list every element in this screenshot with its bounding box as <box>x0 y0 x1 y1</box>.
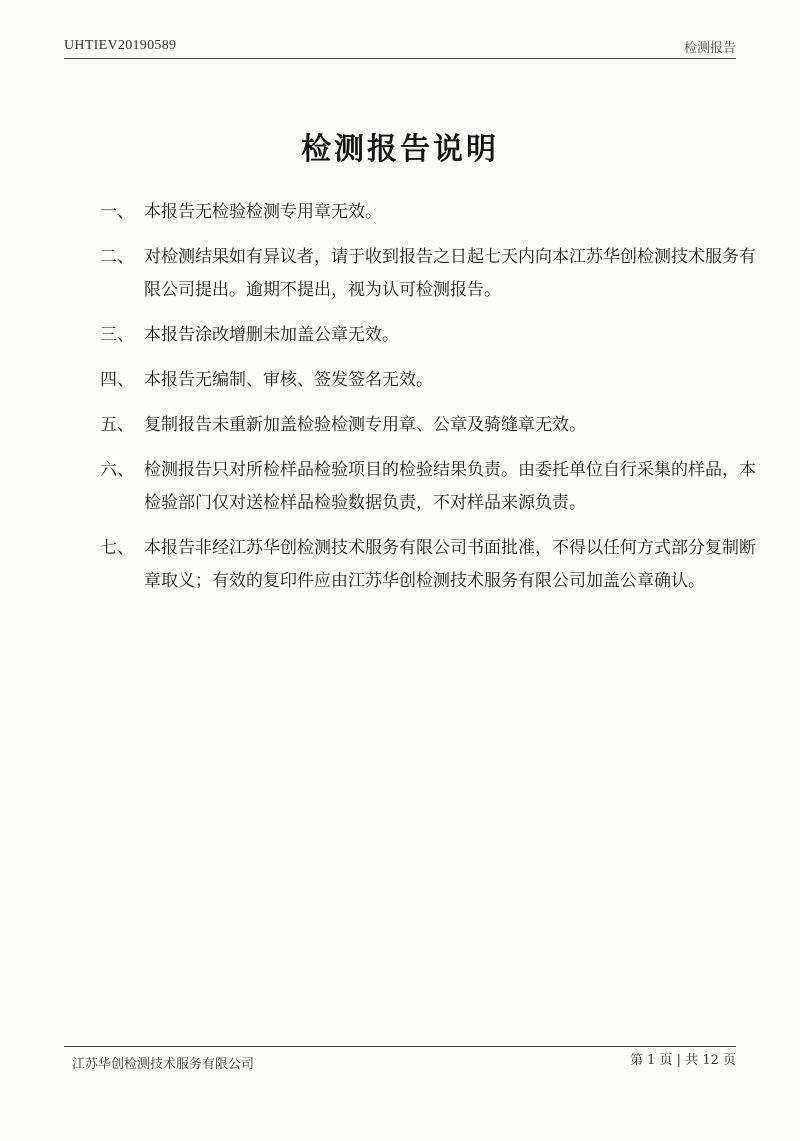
note-number: 二、 <box>100 247 134 267</box>
note-number: 六、 <box>100 460 134 480</box>
note-item <box>100 454 760 520</box>
note-number: 七、 <box>100 538 134 558</box>
note-text: 检测报告只对所检样品检验项目的检验结果负责。由委托单位自行采集的样品，本检验部门仅对送检样品检验数据负责，不对样品来源负责。 <box>144 460 756 513</box>
note-item <box>100 196 760 229</box>
note-number: 五、 <box>100 415 134 435</box>
note-text: 本报告非经江苏华创检测技术服务有限公司书面批准，不得以任何方式部分复制断章取义；有效的复印件应由江苏华创检测技术服务有限公司加盖公章确认。 <box>144 538 756 591</box>
notes-list <box>100 196 760 610</box>
page-footer <box>64 1046 736 1071</box>
note-text: 复制报告未重新加盖检验检测专用章、公章及骑缝章无效。 <box>144 415 586 435</box>
note-text: 本报告涂改增删未加盖公章无效。 <box>144 325 399 345</box>
report-number: UHTIEV20190589 <box>64 38 177 53</box>
company-name: 江苏华创检测技术服务有限公司 <box>72 1057 255 1072</box>
page-number: 第 1 页 | 共 12 页 <box>630 1053 736 1068</box>
note-text: 本报告无编制、审核、签发签名无效。 <box>144 370 433 390</box>
note-number: 四、 <box>100 370 134 390</box>
note-item <box>100 409 760 442</box>
header-title: 检测报告 <box>683 41 736 56</box>
note-text: 对检测结果如有异议者，请于收到报告之日起七天内向本江苏华创检测技术服务有限公司提出。逾期不提出，视为认可检测报告。 <box>144 247 756 300</box>
document-title: 检测报告说明 <box>301 132 499 167</box>
note-number: 三、 <box>100 325 134 345</box>
note-item <box>100 319 760 352</box>
note-text: 本报告无检验检测专用章无效。 <box>144 202 382 222</box>
note-item <box>100 364 760 397</box>
note-item <box>100 532 760 598</box>
note-item <box>100 241 760 307</box>
note-number: 一、 <box>100 202 134 222</box>
page-header <box>64 34 736 59</box>
